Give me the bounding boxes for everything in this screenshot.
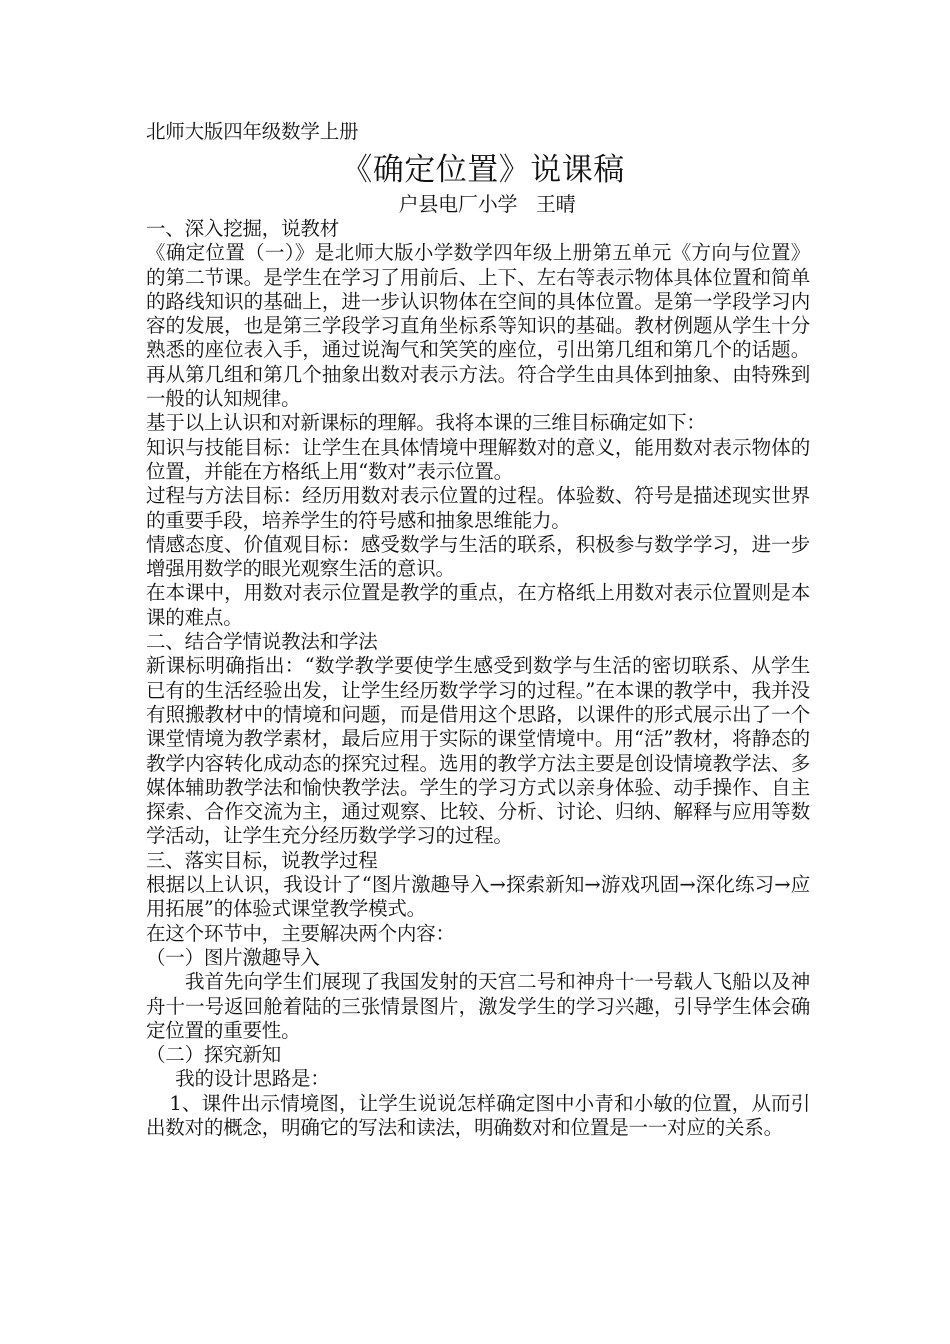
- document-title: 《确定位置》说课稿: [341, 152, 625, 188]
- document-page: [146, 118, 810, 1140]
- section1-paragraph-4: 过程与方法目标：经历用数对表示位置的过程。体验数、符号是描述现实世界的重要手段，培养学生的符号感和抽象思维能力。: [146, 484, 810, 532]
- section-heading-1: 一、深入挖掘，说教材: [146, 217, 340, 240]
- section-heading-2: 二、结合学情说教法和学法: [146, 630, 378, 654]
- section1-paragraph-2: 基于以上认识和对新课标的理解。我将本课的三维目标确定如下：: [146, 411, 706, 435]
- section-heading-3: 三、落实目标，说教学过程: [146, 848, 378, 872]
- subsection-heading-1: （一）图片激趣导入: [146, 945, 320, 969]
- subsection2-paragraph-1: 我的设计思路是：: [175, 1067, 330, 1091]
- subsection2-paragraph-2: 1、课件出示情境图，让学生说说怎样确定图中小青和小敏的位置，从而引出数对的概念，明确它的写法和读法，明确数对和位置是一一对应的关系。: [146, 1091, 810, 1139]
- subsection1-paragraph-1: 我首先向学生们展现了我国发射的天宫二号和神舟十一号载人飞船以及神舟十一号返回舱着陆的三张情景图片，激发学生的学习兴趣，引导学生体会确定位置的重要性。: [146, 970, 810, 1042]
- section2-paragraph-1: 新课标明确指出：“数学教学要使学生感受到数学与生活的密切联系、从学生已有的生活经验出发，让学生经历数学学习的过程。”在本课的教学中，我并没有照搬教材中的情境和问题，而是借用这个思路，以课件的形式展示出了一个课堂情境为教学素材，最后应用于实际的课堂情境中。用“活”教材，将静态的教学内容转化成动态的探究过程。选用的教学方法主要是创设情境教学法、多媒体辅助教学法和愉快教学法。学生的学习方式以亲身体验、动手操作、自主探索、合作交流为主，通过观察、比较、分析、讨论、归纳、解释与应用等数学活动，让学生充分经历数学学习的过程。: [146, 654, 810, 848]
- section1-paragraph-5: 情感态度、价值观目标：感受数学与生活的联系，积极参与数学学习，进一步增强用数学的眼光观察生活的意识。: [146, 532, 810, 581]
- document-author: 户县电厂小学 王晴: [398, 192, 576, 216]
- section3-paragraph-2: 在这个环节中，主要解决两个内容：: [146, 921, 455, 945]
- section1-paragraph-1: 《确定位置（一）》是北师大版小学数学四年级上册第五单元《方向与位置》的第二节课。是学生在学习了用前后、上下、左右等表示物体具体位置和简单的路线知识的基础上，进一步认识物体在空间的具体位置。是第一学段学习内容的发展，也是第三学段学习直角坐标系等知识的基础。教材例题从学生十分熟悉的座位表入手，通过说淘气和笑笑的座位，引出第几组和第几个的话题。再从第几组和第几个抽象出数对表示方法。符合学生由具体到抽象、由特殊到一般的认知规律。: [146, 241, 810, 411]
- section1-paragraph-6: 在本课中，用数对表示位置是教学的重点，在方格纸上用数对表示位置则是本课的难点。: [146, 581, 810, 629]
- section3-paragraph-1: 根据以上认识，我设计了“图片激趣导入→探索新知→游戏巩固→深化练习→应用拓展”的体验式课堂教学模式。: [146, 873, 810, 921]
- section1-paragraph-3: 知识与技能目标：让学生在具体情境中理解数对的意义，能用数对表示物体的位置，并能在方格纸上用“数对”表示位置。: [146, 435, 810, 483]
- subsection-heading-2: （二）探究新知: [146, 1043, 282, 1067]
- document-subtitle: 北师大版四年级数学上册: [146, 120, 359, 143]
